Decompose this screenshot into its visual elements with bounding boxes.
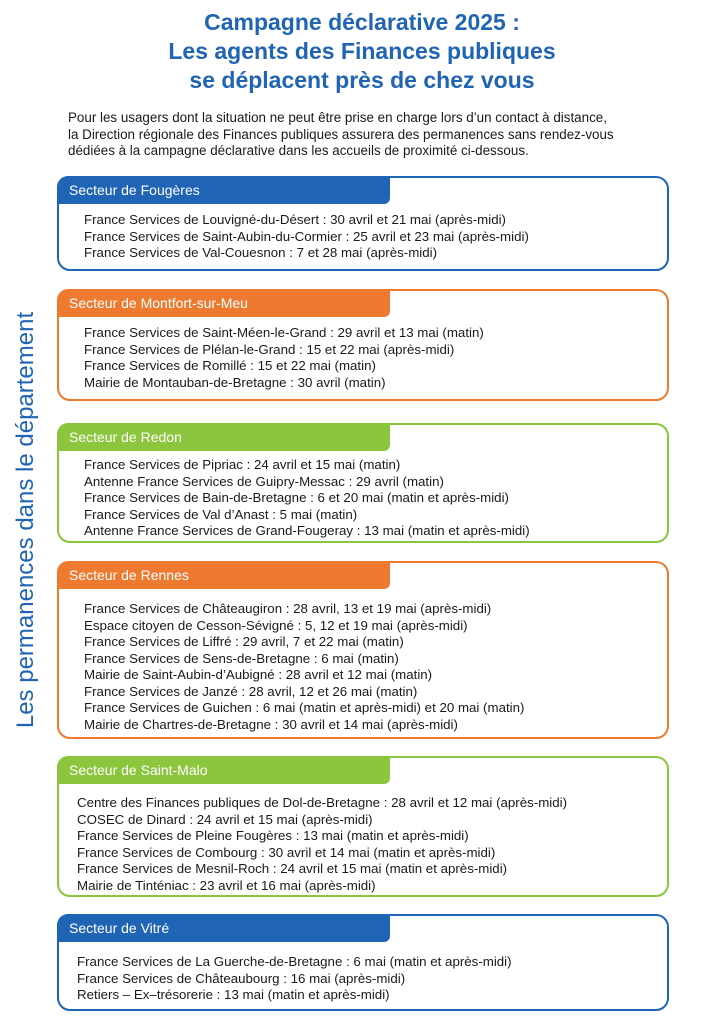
sector-montfort-sur-meu xyxy=(57,289,669,401)
page-title xyxy=(0,8,724,95)
title-line: se déplacent près de chez vous xyxy=(189,67,535,93)
list-item: France Services de Saint-Méen-le-Grand : 29 avril et 13 mai (matin) xyxy=(84,325,484,340)
sector-header: Secteur de Redon xyxy=(57,423,390,451)
list-item: France Services de Louvigné-du-Désert : 30 avril et 21 mai (après-midi) xyxy=(84,212,506,227)
list-item: Mairie de Tinténiac : 23 avril et 16 mai (après-midi) xyxy=(77,877,376,893)
sector-list xyxy=(77,954,512,1004)
sector-list xyxy=(84,457,530,540)
sector-header: Secteur de Fougères xyxy=(57,176,390,204)
intro-line: Pour les usagers dont la situation ne peut être prise en charge lors d’un contact à distance, xyxy=(68,110,607,125)
list-item: France Services de Mesnil-Roch : 24 avril et 15 mai (matin et après-midi) xyxy=(77,861,508,876)
intro-paragraph xyxy=(68,110,708,160)
list-item: France Services de Val-Couesnon : 7 et 28 mai (après-midi) xyxy=(84,245,438,260)
sector-list xyxy=(77,795,567,894)
sector-list xyxy=(84,325,484,391)
list-item: France Services de Liffré : 29 avril, 7 et 22 mai (matin) xyxy=(84,634,404,649)
sector-vitre xyxy=(57,914,669,1011)
list-item: Antenne France Services de Grand-Fougeray : 13 mai (matin et après-midi) xyxy=(84,523,530,538)
list-item: Centre des Finances publiques de Dol-de-Bretagne : 28 avril et 12 mai (après-midi) xyxy=(77,795,568,810)
intro-line: la Direction régionale des Finances publiques assurera des permanences sans rendez-vous xyxy=(68,126,614,142)
sector-list xyxy=(84,212,529,262)
sector-header: Secteur de Vitré xyxy=(57,914,390,942)
list-item: France Services de Janzé : 28 avril, 12 et 26 mai (matin) xyxy=(84,683,418,699)
list-item: France Services de La Guerche-de-Bretagne : 6 mai (matin et après-midi) xyxy=(77,954,512,969)
list-item: France Services de Pleine Fougères : 13 mai (matin et après-midi) xyxy=(77,828,469,843)
list-item: France Services de Val d’Anast : 5 mai (matin) xyxy=(84,506,358,522)
list-item: France Services de Combourg : 30 avril et 14 mai (matin et après-midi) xyxy=(77,844,496,860)
list-item: France Services de Bain-de-Bretagne : 6 et 20 mai (matin et après-midi) xyxy=(84,490,509,505)
list-item: France Services de Sens-de-Bretagne : 6 mai (matin) xyxy=(84,650,399,666)
title-line: Les agents des Finances publiques xyxy=(168,38,556,64)
sector-header: Secteur de Rennes xyxy=(57,561,390,589)
list-item: France Services de Guichen : 6 mai (matin et après-midi) et 20 mai (matin) xyxy=(84,700,525,715)
list-item: France Services de Romillé : 15 et 22 mai (matin) xyxy=(84,358,376,373)
list-item: Mairie de Saint-Aubin-d’Aubigné : 28 avril et 12 mai (matin) xyxy=(84,667,433,682)
list-item: France Services de Plélan-le-Grand : 15 et 22 mai (après-midi) xyxy=(84,341,455,357)
side-label-text: Les permanences dans le département xyxy=(12,311,39,729)
list-item: COSEC de Dinard : 24 avril et 15 mai (après-midi) xyxy=(77,811,373,827)
list-item: Espace citoyen de Cesson-Sévigné : 5, 12 et 19 mai (après-midi) xyxy=(84,617,468,633)
sector-saint-malo xyxy=(57,756,669,897)
sector-redon xyxy=(57,423,669,543)
title-line: Campagne déclarative 2025 : xyxy=(204,9,520,35)
list-item: France Services de Pipriac : 24 avril et 15 mai (matin) xyxy=(84,457,401,472)
sector-header: Secteur de Montfort-sur-Meu xyxy=(57,289,390,317)
sector-list xyxy=(84,601,524,733)
list-item: Mairie de Montauban-de-Bretagne : 30 avril (matin) xyxy=(84,374,386,390)
list-item: Antenne France Services de Guipry-Messac : 29 avril (matin) xyxy=(84,473,444,489)
list-item: France Services de Châteaugiron : 28 avril, 13 et 19 mai (après-midi) xyxy=(84,601,492,616)
sector-fougeres xyxy=(57,176,669,271)
list-item: France Services de Saint-Aubin-du-Cormier : 25 avril et 23 mai (après-midi) xyxy=(84,228,529,244)
list-item: Mairie de Chartres-de-Bretagne : 30 avril et 14 mai (après-midi) xyxy=(84,716,458,732)
intro-line: dédiées à la campagne déclarative dans les accueils de proximité ci-dessous. xyxy=(68,143,529,158)
sector-rennes xyxy=(57,561,669,739)
list-item: France Services de Châteaubourg : 16 mai (après-midi) xyxy=(77,970,406,986)
sector-header: Secteur de Saint-Malo xyxy=(57,756,390,784)
list-item: Retiers – Ex–trésorerie : 13 mai (matin et après-midi) xyxy=(77,987,390,1002)
